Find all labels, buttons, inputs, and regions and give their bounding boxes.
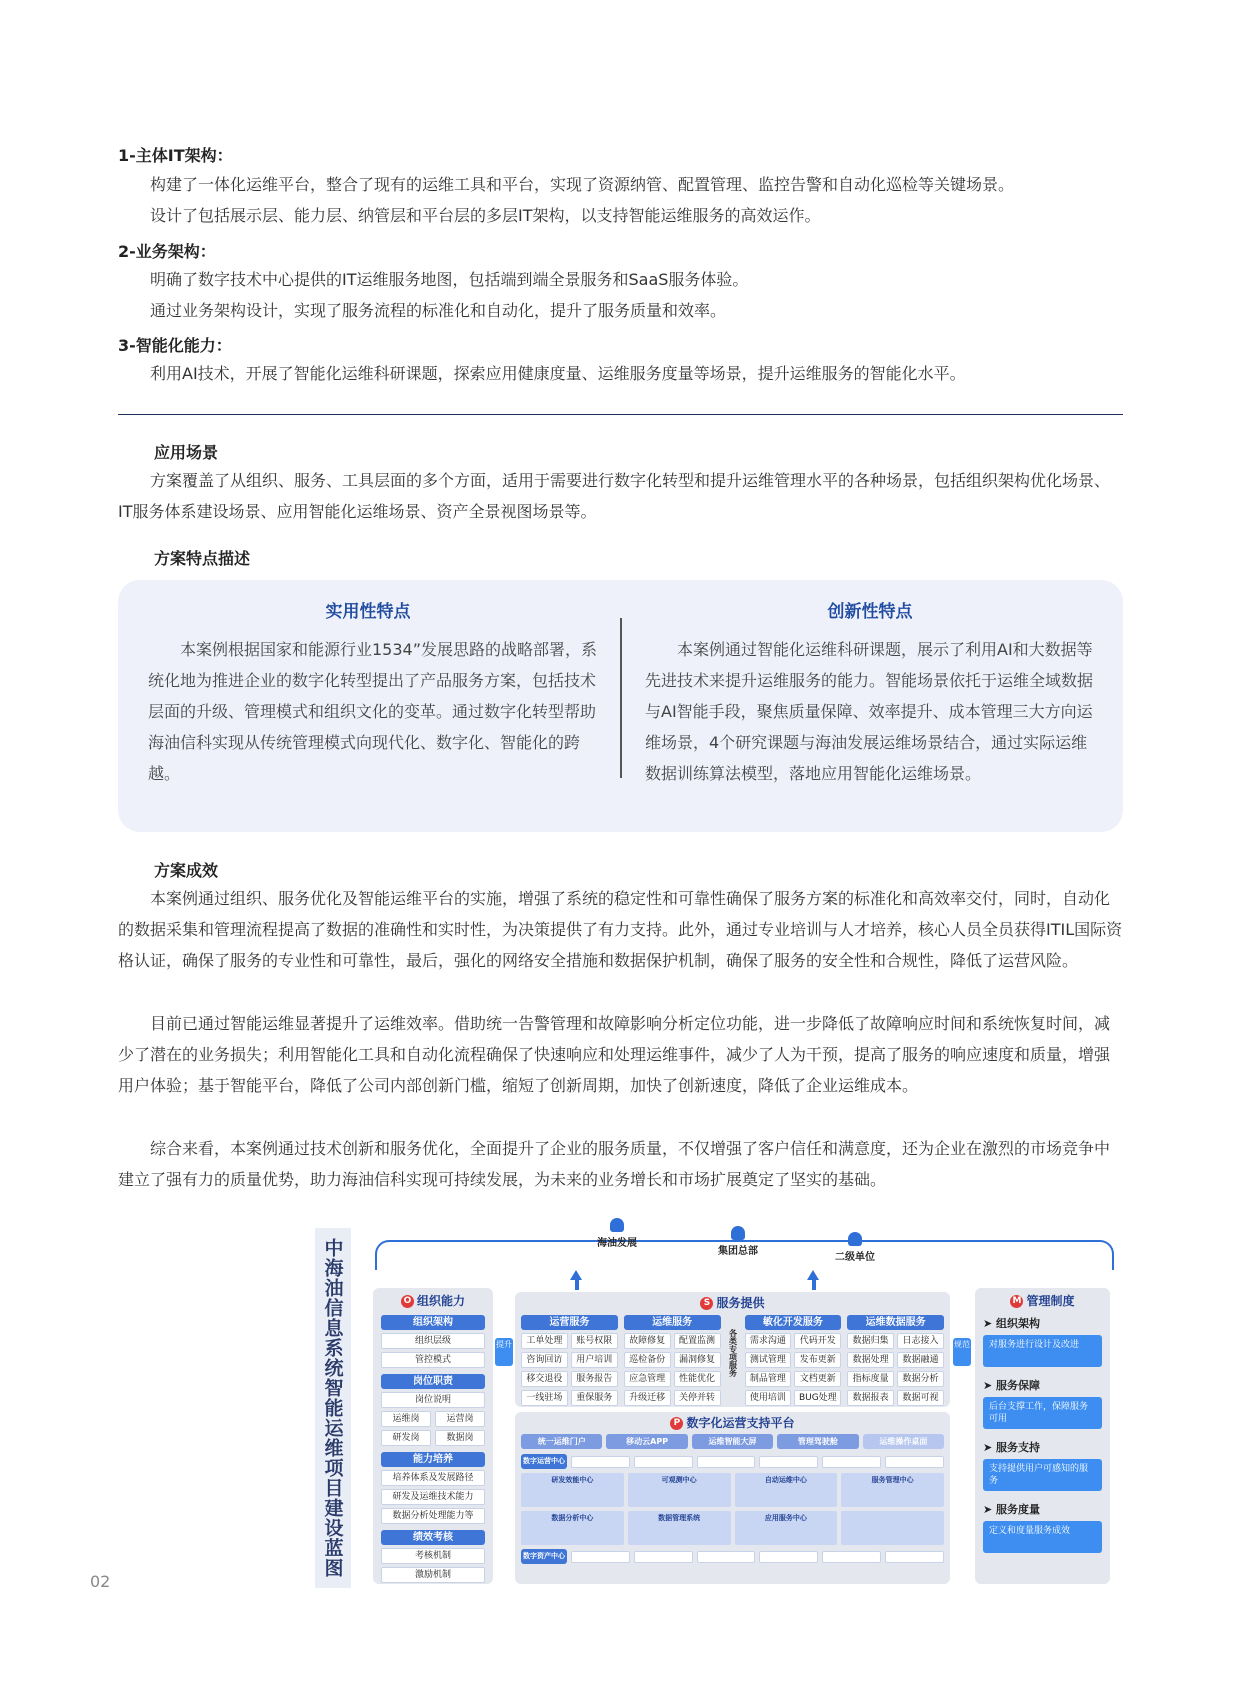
- section-divider: [118, 414, 1123, 415]
- service-item: 数据融通: [897, 1352, 944, 1368]
- service-item: 服务报告: [571, 1371, 618, 1387]
- mgmt-group-desc: 定义和度量服务成效: [983, 1521, 1102, 1553]
- service-item: 配置监测: [674, 1333, 721, 1349]
- service-item: 数据可视: [897, 1390, 944, 1406]
- service-item: 数据归集: [847, 1333, 894, 1349]
- org-item: 考核机制: [381, 1548, 485, 1564]
- it-arch-line-2: 设计了包括展示层、能力层、纳管层和平台层的多层IT架构，以支持智能运维服务的高效运作。: [150, 206, 821, 225]
- service-item: 使用培训: [745, 1390, 792, 1406]
- heading-business-architecture: 2-业务架构：: [118, 242, 216, 261]
- mgmt-group-title: ➤ 服务保障: [983, 1379, 1041, 1392]
- business-arch-line-1: 明确了数字技术中心提供的IT运维服务地图，包括端到端全景服务和SaaS服务体验。: [150, 270, 749, 289]
- portal-item: 统一运维门户: [521, 1434, 602, 1449]
- page-number: 02: [90, 1572, 111, 1591]
- service-column-title: 运维数据服务: [847, 1315, 944, 1330]
- service-column: [847, 1315, 944, 1406]
- top-node-group-hq: 集团总部: [698, 1226, 778, 1257]
- service-column: [521, 1315, 618, 1406]
- p-badge-icon: P: [670, 1417, 683, 1430]
- person-icon: [848, 1232, 862, 1246]
- service-item: 日志接入: [897, 1333, 944, 1349]
- mgmt-group-desc: 对服务进行设计及改进: [983, 1335, 1102, 1367]
- portal-item: 移动云APP: [606, 1434, 687, 1449]
- service-column-title: 运营服务: [521, 1315, 618, 1330]
- service-item: 一线驻场: [521, 1390, 568, 1406]
- org-group-title: 组织架构: [381, 1315, 485, 1330]
- results-paragraph-2: 目前已通过智能运维显著提升了运维效率。借助统一告警管理和故障影响分析定位功能，进一步降低了故障响应时间和系统恢复时间，减少了潜在的业务损失；利用智能化工具和自动化流程确保了快速响应和处理运维事件，减少了人为干预，提高了服务的响应速度和质量，增强用户体验；基于智能平台，降低了公司内部创新门槛，缩短了创新周期，加快了创新速度，降低了企业运维成本。: [118, 1014, 1111, 1095]
- center-block: [841, 1511, 944, 1545]
- portal-item: 运维操作桌面: [863, 1434, 944, 1449]
- service-item: 测试管理: [745, 1352, 792, 1368]
- side-label-left: 提升: [495, 1338, 513, 1366]
- org-item: 运维岗: [381, 1411, 431, 1427]
- it-arch-line-1: 构建了一体化运维平台，整合了现有的运维工具和平台，实现了资源纳管、配置管理、监控告警和自动化巡检等关键场景。: [150, 175, 1015, 194]
- org-item: 运营岗: [435, 1411, 485, 1427]
- practical-title: 实用性特点: [325, 602, 411, 622]
- service-item: 应急管理: [624, 1371, 671, 1387]
- service-item: 咨询回访: [521, 1352, 568, 1368]
- center-block: 数据管理系统: [628, 1511, 731, 1545]
- center-block: 服务管理中心: [841, 1473, 944, 1507]
- org-group-title: 能力培养: [381, 1452, 485, 1467]
- innovative-text: 本案例通过智能化运维科研课题，展示了利用AI和大数据等先进技术来提升运维服务的能力。智能场景依托于运维全域数据与AI智能手段，聚焦质量保障、效率提升、成本管理三大方向运维场景，4个研究课题与海油发展运维场景结合，通过实际运维数据训练算法模型，落地应用智能化运维场景。: [645, 640, 1094, 783]
- results-paragraph-3: 综合来看，本案例通过技术创新和服务优化，全面提升了企业的服务质量，不仅增强了客户信任和满意度，还为企业在激烈的市场竞争中建立了强有力的质量优势，助力海油信科实现可持续发展，为未来的业务增长和市场扩展奠定了坚实的基础。: [118, 1139, 1111, 1189]
- org-item: 研发岗: [381, 1430, 431, 1446]
- s-badge-icon: S: [700, 1297, 713, 1310]
- center-block: 自动运维中心: [735, 1473, 838, 1507]
- o-badge-icon: O: [401, 1295, 414, 1308]
- center-block: 研发效能中心: [521, 1473, 624, 1507]
- org-item: 数据分析处理能力等: [381, 1508, 485, 1524]
- intelligence-line-1: 利用AI技术，开展了智能化运维科研课题，探索应用健康度量、运维服务度量等场景，提升运维服务的智能化水平。: [150, 364, 966, 383]
- service-item: 指标度量: [847, 1371, 894, 1387]
- org-capability-panel: [373, 1288, 493, 1584]
- service-item: 需求沟通: [745, 1333, 792, 1349]
- service-column: [745, 1315, 842, 1406]
- service-column-title: 运维服务: [624, 1315, 721, 1330]
- heading-it-architecture: 1-主体IT架构：: [118, 146, 233, 165]
- service-item: 发布更新: [794, 1352, 841, 1368]
- person-icon: [731, 1226, 745, 1240]
- center-grid: [515, 1471, 950, 1547]
- features-divider: [620, 618, 622, 778]
- arrow-up-icon: [807, 1270, 821, 1290]
- org-item: 数据岗: [435, 1430, 485, 1446]
- service-item: 关停并转: [674, 1390, 721, 1406]
- management-panel: [975, 1288, 1110, 1584]
- mgmt-group-desc: 支持提供用户可感知的服务: [983, 1459, 1102, 1491]
- org-capability-title: O 组织能力: [373, 1292, 493, 1309]
- service-item: 账号权限: [571, 1333, 618, 1349]
- service-item: 故障修复: [624, 1333, 671, 1349]
- platform-panel: [515, 1412, 950, 1584]
- service-title: S 服务提供: [515, 1294, 950, 1311]
- service-columns: [515, 1311, 950, 1410]
- service-item: 数据处理: [847, 1352, 894, 1368]
- mgmt-group-desc: 后台支撑工作，保障服务可用: [983, 1397, 1102, 1429]
- service-item: 性能优化: [674, 1371, 721, 1387]
- org-item: 岗位说明: [381, 1392, 485, 1408]
- service-item: 漏洞修复: [674, 1352, 721, 1368]
- features-title: 方案特点描述: [154, 549, 251, 568]
- top-node-subsidiary: 二级单位: [815, 1232, 895, 1263]
- org-item: 组织层级: [381, 1333, 485, 1349]
- service-item: 数据分析: [897, 1371, 944, 1387]
- service-item: 工单处理: [521, 1333, 568, 1349]
- center-block: 数据分析中心: [521, 1511, 624, 1545]
- scenario-title: 应用场景: [154, 443, 219, 462]
- center-block: 应用服务中心: [735, 1511, 838, 1545]
- service-item: BUG处理: [794, 1390, 841, 1406]
- service-item: 用户培训: [571, 1352, 618, 1368]
- service-panel: [515, 1292, 950, 1407]
- portal-row: [515, 1431, 950, 1452]
- innovative-title: 创新性特点: [827, 602, 913, 622]
- special-services-label: 各类专项服务: [728, 1329, 738, 1377]
- side-label-right: 规范: [953, 1338, 971, 1366]
- service-item: 制品管理: [745, 1371, 792, 1387]
- practical-text: 本案例根据国家和能源行业1534”发展思路的战略部署，系统化地为推进企业的数字化转型提出了产品服务方案，包括技术层面的升级、管理模式和组织文化的变革。通过数字化转型帮助海油信科实现从传统管理模式向现代化、数字化、智能化的跨越。: [148, 640, 598, 783]
- center-block: 可观测中心: [628, 1473, 731, 1507]
- asset-center-label: 数字资产中心: [521, 1549, 567, 1564]
- platform-title: P 数字化运营支持平台: [515, 1414, 950, 1431]
- portal-item: 管理驾驶舱: [777, 1434, 858, 1449]
- org-group-title: 岗位职责: [381, 1374, 485, 1389]
- service-item: 文档更新: [794, 1371, 841, 1387]
- org-item: 管控模式: [381, 1352, 485, 1368]
- org-group-title: 绩效考核: [381, 1530, 485, 1545]
- business-arch-line-2: 通过业务架构设计，实现了服务流程的标准化和自动化，提升了服务质量和效率。: [150, 301, 727, 320]
- blueprint-diagram: [315, 1218, 1115, 1590]
- mgmt-group-title: ➤ 服务度量: [983, 1503, 1041, 1516]
- management-title: M 管理制度: [975, 1292, 1110, 1309]
- heading-intelligence: 3-智能化能力：: [118, 336, 232, 355]
- results-title: 方案成效: [154, 861, 219, 880]
- org-item: 研发及运维技术能力: [381, 1489, 485, 1505]
- service-column: [624, 1315, 721, 1406]
- ops-center-label: 数字运营中心: [521, 1454, 567, 1469]
- service-item: 代码开发: [794, 1333, 841, 1349]
- results-paragraph-1: 本案例通过组织、服务优化及智能运维平台的实施，增强了系统的稳定性和可靠性确保了服务方案的标准化和高效率交付，同时，自动化的数据采集和管理流程提高了数据的准确性和实时性，为决策提供了有力支持。此外，通过专业培训与人才培养，核心人员全员获得ITIL国际资格认证，确保了服务的专业性和可靠性，最后，强化的网络安全措施和数据保护机制，确保了服务的安全性和合规性，降低了运营风险。: [118, 889, 1123, 970]
- diagram-title: 中海油信息系统智能运维项目建设蓝图: [315, 1228, 351, 1588]
- service-item: 移交退役: [521, 1371, 568, 1387]
- m-badge-icon: M: [1010, 1295, 1023, 1308]
- service-item: 重保服务: [571, 1390, 618, 1406]
- scenario-text: 方案覆盖了从组织、服务、工具层面的多个方面，适用于需要进行数字化转型和提升运维管理水平的各种场景，包括组织架构优化场景、IT服务体系建设场景、应用智能化运维场景、资产全景视图场景等。: [118, 471, 1111, 521]
- mgmt-group-title: ➤ 服务支持: [983, 1441, 1041, 1454]
- mgmt-group-title: ➤ 组织架构: [983, 1317, 1041, 1330]
- service-item: 数据报表: [847, 1390, 894, 1406]
- service-item: 升级迁移: [624, 1390, 671, 1406]
- portal-item: 运维智能大屏: [692, 1434, 773, 1449]
- org-item: 激励机制: [381, 1567, 485, 1583]
- arrow-up-icon: [570, 1270, 584, 1290]
- service-item: 巡检备份: [624, 1352, 671, 1368]
- service-column-title: 敏化开发服务: [745, 1315, 842, 1330]
- people-icon: [610, 1218, 624, 1232]
- top-node-haiyou: 海油发展: [577, 1218, 657, 1249]
- org-item: 培养体系及发展路径: [381, 1470, 485, 1486]
